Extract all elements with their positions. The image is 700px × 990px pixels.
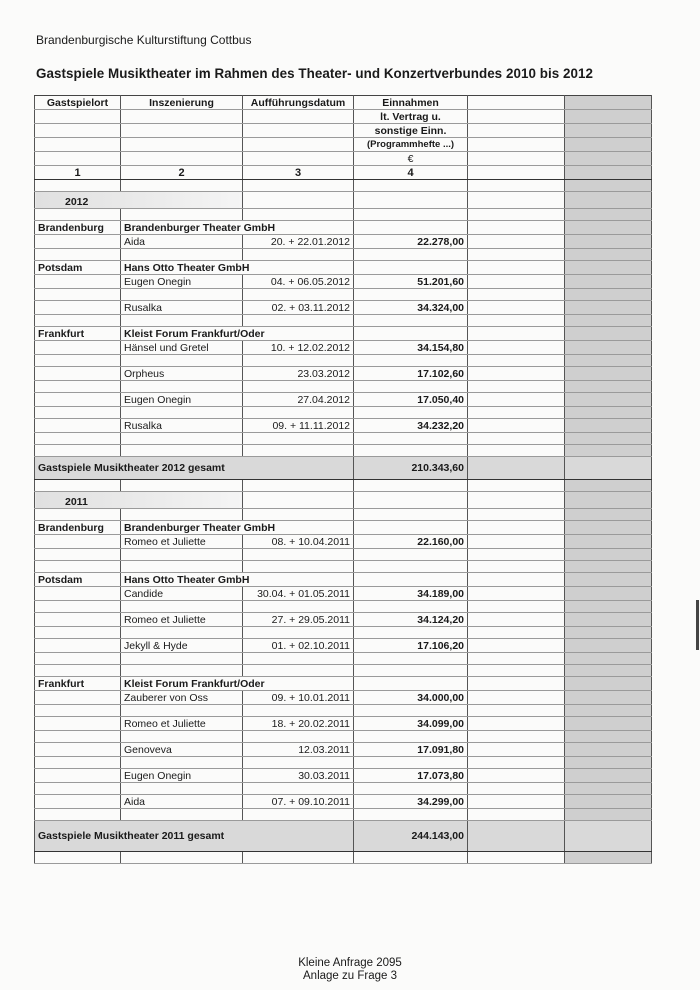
total-label: Gastspiele Musiktheater 2011 gesamt xyxy=(35,821,354,852)
venue-theater: Kleist Forum Frankfurt/Oder xyxy=(121,677,354,691)
venue-row xyxy=(35,677,652,691)
venue-row xyxy=(35,573,652,587)
table-row xyxy=(35,769,652,783)
production-cell: Aida xyxy=(121,795,243,809)
date-cell: 09. + 10.01.2011 xyxy=(243,691,354,705)
guest-performance-table xyxy=(34,95,652,864)
venue-city: Frankfurt xyxy=(35,677,121,691)
production-cell: Romeo et Juliette xyxy=(121,613,243,627)
date-cell: 18. + 20.02.2011 xyxy=(243,717,354,731)
production-cell: Aida xyxy=(121,235,243,249)
year-row-2011 xyxy=(35,492,652,509)
table-row xyxy=(35,341,652,355)
total-row-2012 xyxy=(35,457,652,480)
venue-city: Potsdam xyxy=(35,573,121,587)
date-cell: 30.03.2011 xyxy=(243,769,354,783)
venue-row xyxy=(35,221,652,235)
date-cell: 12.03.2011 xyxy=(243,743,354,757)
col-header-income: Einnahmen xyxy=(354,96,468,110)
venue-theater: Kleist Forum Frankfurt/Oder xyxy=(121,327,354,341)
production-cell: Romeo et Juliette xyxy=(121,717,243,731)
table-row xyxy=(35,743,652,757)
table-row xyxy=(35,301,652,315)
date-cell: 20. + 22.01.2012 xyxy=(243,235,354,249)
table-row xyxy=(35,367,652,381)
date-cell: 09. + 11.11.2012 xyxy=(243,419,354,433)
venue-theater: Hans Otto Theater GmbH xyxy=(121,261,354,275)
date-cell: 27.04.2012 xyxy=(243,393,354,407)
total-amount: 210.343,60 xyxy=(354,457,468,480)
amount-cell: 34.189,00 xyxy=(354,587,468,601)
table-row xyxy=(35,419,652,433)
amount-cell: 34.232,20 xyxy=(354,419,468,433)
amount-cell: 34.099,00 xyxy=(354,717,468,731)
table-row xyxy=(35,275,652,289)
table-row xyxy=(35,587,652,601)
column-number-row xyxy=(35,166,652,180)
col-number-1: 1 xyxy=(35,166,121,180)
year-label-2012: 2012 xyxy=(35,192,243,209)
total-label: Gastspiele Musiktheater 2012 gesamt xyxy=(35,457,354,480)
production-cell: Romeo et Juliette xyxy=(121,535,243,549)
venue-row xyxy=(35,521,652,535)
date-cell: 04. + 06.05.2012 xyxy=(243,275,354,289)
amount-cell: 34.324,00 xyxy=(354,301,468,315)
venue-theater: Brandenburger Theater GmbH xyxy=(121,221,354,235)
col-number-2: 2 xyxy=(121,166,243,180)
amount-cell: 17.073,80 xyxy=(354,769,468,783)
amount-cell: 17.050,40 xyxy=(354,393,468,407)
col-header-income-line3: sonstige Einn. xyxy=(354,124,468,138)
production-cell: Eugen Onegin xyxy=(121,393,243,407)
date-cell: 10. + 12.02.2012 xyxy=(243,341,354,355)
date-cell: 08. + 10.04.2011 xyxy=(243,535,354,549)
amount-cell: 34.299,00 xyxy=(354,795,468,809)
table-row xyxy=(35,393,652,407)
header-row xyxy=(35,96,652,110)
venue-city: Brandenburg xyxy=(35,221,121,235)
date-cell: 02. + 03.11.2012 xyxy=(243,301,354,315)
footer-line-1: Kleine Anfrage 2095 xyxy=(298,957,402,969)
document-title: Gastspiele Musiktheater im Rahmen des Theater- und Konzertverbundes 2010 bis 2012 xyxy=(36,66,593,81)
table-row xyxy=(35,235,652,249)
col-number-3: 3 xyxy=(243,166,354,180)
col-header-income-line2: lt. Vertrag u. xyxy=(354,110,468,124)
col-header-production: Inszenierung xyxy=(121,96,243,110)
amount-cell: 34.124,20 xyxy=(354,613,468,627)
scan-edge-mark xyxy=(696,600,699,650)
amount-cell: 51.201,60 xyxy=(354,275,468,289)
production-cell: Eugen Onegin xyxy=(121,769,243,783)
table-row xyxy=(35,535,652,549)
venue-city: Brandenburg xyxy=(35,521,121,535)
footer xyxy=(0,957,700,983)
col-header-currency: € xyxy=(354,152,468,166)
date-cell: 07. + 09.10.2011 xyxy=(243,795,354,809)
year-label-2011: 2011 xyxy=(35,492,243,509)
production-cell: Candide xyxy=(121,587,243,601)
date-cell: 23.03.2012 xyxy=(243,367,354,381)
production-cell: Rusalka xyxy=(121,419,243,433)
venue-city: Frankfurt xyxy=(35,327,121,341)
amount-cell: 34.154,80 xyxy=(354,341,468,355)
date-cell: 01. + 02.10.2011 xyxy=(243,639,354,653)
venue-row xyxy=(35,327,652,341)
total-row-2011 xyxy=(35,821,652,852)
production-cell: Genoveva xyxy=(121,743,243,757)
venue-city: Potsdam xyxy=(35,261,121,275)
date-cell: 27. + 29.05.2011 xyxy=(243,613,354,627)
production-cell: Zauberer von Oss xyxy=(121,691,243,705)
col-header-date: Aufführungsdatum xyxy=(243,96,354,110)
col-number-4: 4 xyxy=(354,166,468,180)
amount-cell: 22.160,00 xyxy=(354,535,468,549)
col-header-venue: Gastspielort xyxy=(35,96,121,110)
production-cell: Orpheus xyxy=(121,367,243,381)
col-header-income-line4: (Programmhefte ...) xyxy=(354,138,468,152)
amount-cell: 17.091,80 xyxy=(354,743,468,757)
amount-cell: 17.106,20 xyxy=(354,639,468,653)
production-cell: Eugen Onegin xyxy=(121,275,243,289)
venue-theater: Hans Otto Theater GmbH xyxy=(121,573,354,587)
table-row xyxy=(35,639,652,653)
amount-cell: 22.278,00 xyxy=(354,235,468,249)
date-cell: 30.04. + 01.05.2011 xyxy=(243,587,354,601)
total-amount: 244.143,00 xyxy=(354,821,468,852)
organization-name: Brandenburgische Kulturstiftung Cottbus xyxy=(36,33,252,47)
amount-cell: 17.102,60 xyxy=(354,367,468,381)
venue-row xyxy=(35,261,652,275)
venue-theater: Brandenburger Theater GmbH xyxy=(121,521,354,535)
table-row xyxy=(35,795,652,809)
production-cell: Hänsel und Gretel xyxy=(121,341,243,355)
production-cell: Jekyll & Hyde xyxy=(121,639,243,653)
footer-line-2: Anlage zu Frage 3 xyxy=(303,970,397,982)
amount-cell: 34.000,00 xyxy=(354,691,468,705)
table-row xyxy=(35,717,652,731)
table-row xyxy=(35,691,652,705)
table-row xyxy=(35,613,652,627)
year-row-2012 xyxy=(35,192,652,209)
production-cell: Rusalka xyxy=(121,301,243,315)
